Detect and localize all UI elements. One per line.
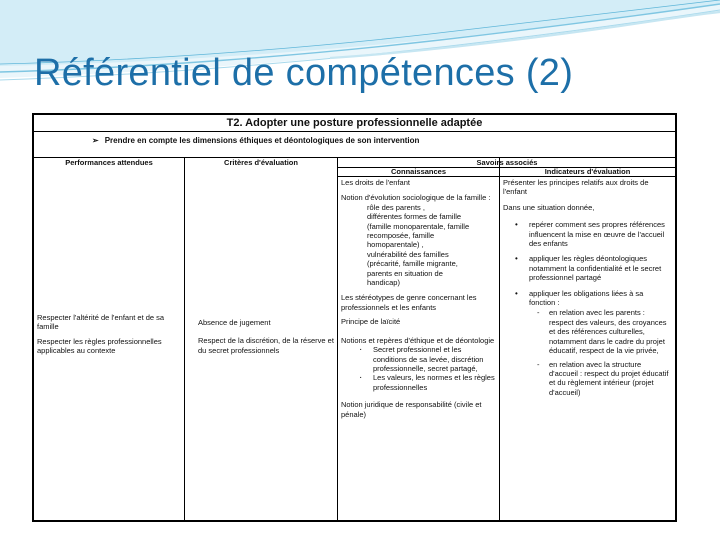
performance-item: Respecter l'altérité de l'enfant et de sa famille bbox=[37, 313, 165, 332]
notion-line: recomposée, famille bbox=[367, 231, 435, 241]
column-divider bbox=[499, 158, 500, 522]
indicateur-bullet: • appliquer les règles déontologiques notamment la confidentialité et le secret professionnel partagé bbox=[503, 254, 671, 282]
criteres-column bbox=[198, 318, 334, 360]
indicateur-droits: Présenter les principes relatifs aux droits de l'enfant bbox=[503, 178, 649, 197]
connaissance-juridique: Notion juridique de responsabilité (civile et pénale) bbox=[341, 400, 482, 419]
indicateur-situation: Dans une situation donnée, bbox=[503, 202, 595, 212]
table-subtitle-row bbox=[34, 132, 675, 158]
critere-item: Absence de jugement bbox=[198, 318, 271, 327]
table-grid bbox=[34, 158, 675, 522]
notion-line: (précarité, famille migrante, bbox=[367, 259, 458, 269]
ethique-item: · Les valeurs, les normes et les règles professionnelles bbox=[341, 373, 495, 392]
notion-line: différentes formes de famille bbox=[367, 212, 462, 222]
indicateur-dash: - en relation avec la structure d'accueil : respect du projet éducatif et du règlement intérieur (projet d'accueil) bbox=[503, 360, 671, 398]
competency-table bbox=[32, 113, 677, 522]
column-divider bbox=[337, 158, 338, 522]
indicateur-bullet: • repérer comment ses propres références influencent la mise en œuvre de l'accueil des enfants bbox=[503, 220, 671, 248]
notion-line: handicap) bbox=[367, 278, 400, 288]
critere-item: Respect de la discrétion, de la réserve et du secret professionnels bbox=[198, 336, 334, 355]
connaissances-column bbox=[341, 178, 495, 424]
connaissance-stereotypes: Les stéréotypes de genre concernant les professionnels et les enfants bbox=[341, 293, 477, 312]
notion-line: parents en situation de bbox=[367, 268, 443, 278]
notion-line: homoparentale) , bbox=[367, 240, 424, 250]
header-divider bbox=[337, 176, 675, 177]
indicateur-dash: - en relation avec les parents : respect des valeurs, des croyances et des références culturelles, notamment dans le cadre du projet éducatif, respect de la vie privée, bbox=[503, 308, 671, 355]
notion-line: vulnérabilité des familles bbox=[367, 249, 449, 259]
table-subtitle: Prendre en compte les dimensions éthiques et déontologiques de son intervention bbox=[104, 136, 420, 145]
indicateur-bullet: • appliquer les obligations liées à sa fonction : bbox=[503, 289, 671, 308]
performances-column bbox=[37, 313, 181, 361]
connaissance-laicite: Principe de laïcité bbox=[341, 317, 401, 327]
header-connaissances: Connaissances bbox=[390, 167, 447, 176]
indicateurs-column bbox=[503, 178, 671, 401]
connaissance-droits: Les droits de l'enfant bbox=[341, 178, 410, 187]
header-savoirs: Savoirs associés bbox=[476, 158, 538, 167]
column-divider bbox=[184, 158, 185, 522]
notion-line: (famille monoparentale, famille bbox=[367, 221, 470, 231]
arrow-bullet-icon: ➢ bbox=[92, 136, 99, 145]
connaissance-notion: Notion d'évolution sociologique de la famille : bbox=[341, 193, 491, 203]
header-indicateurs: Indicateurs d'évaluation bbox=[544, 167, 631, 176]
table-title: T2. Adopter une posture professionnelle adaptée bbox=[34, 115, 675, 132]
connaissance-ethique: Notions et repères d'éthique et de déontologie bbox=[341, 335, 495, 345]
slide-title: Référentiel de compétences (2) bbox=[34, 52, 574, 94]
notion-line: rôle des parents , bbox=[367, 202, 425, 212]
header-performances: Performances attendues bbox=[65, 158, 153, 167]
ethique-item: · Secret professionnel et les conditions de sa levée, discrétion professionnelle, secret partagé, bbox=[341, 345, 495, 373]
performance-item: Respecter les règles professionnelles applicables au contexte bbox=[37, 336, 162, 356]
header-criteres: Critères d'évaluation bbox=[224, 158, 298, 167]
